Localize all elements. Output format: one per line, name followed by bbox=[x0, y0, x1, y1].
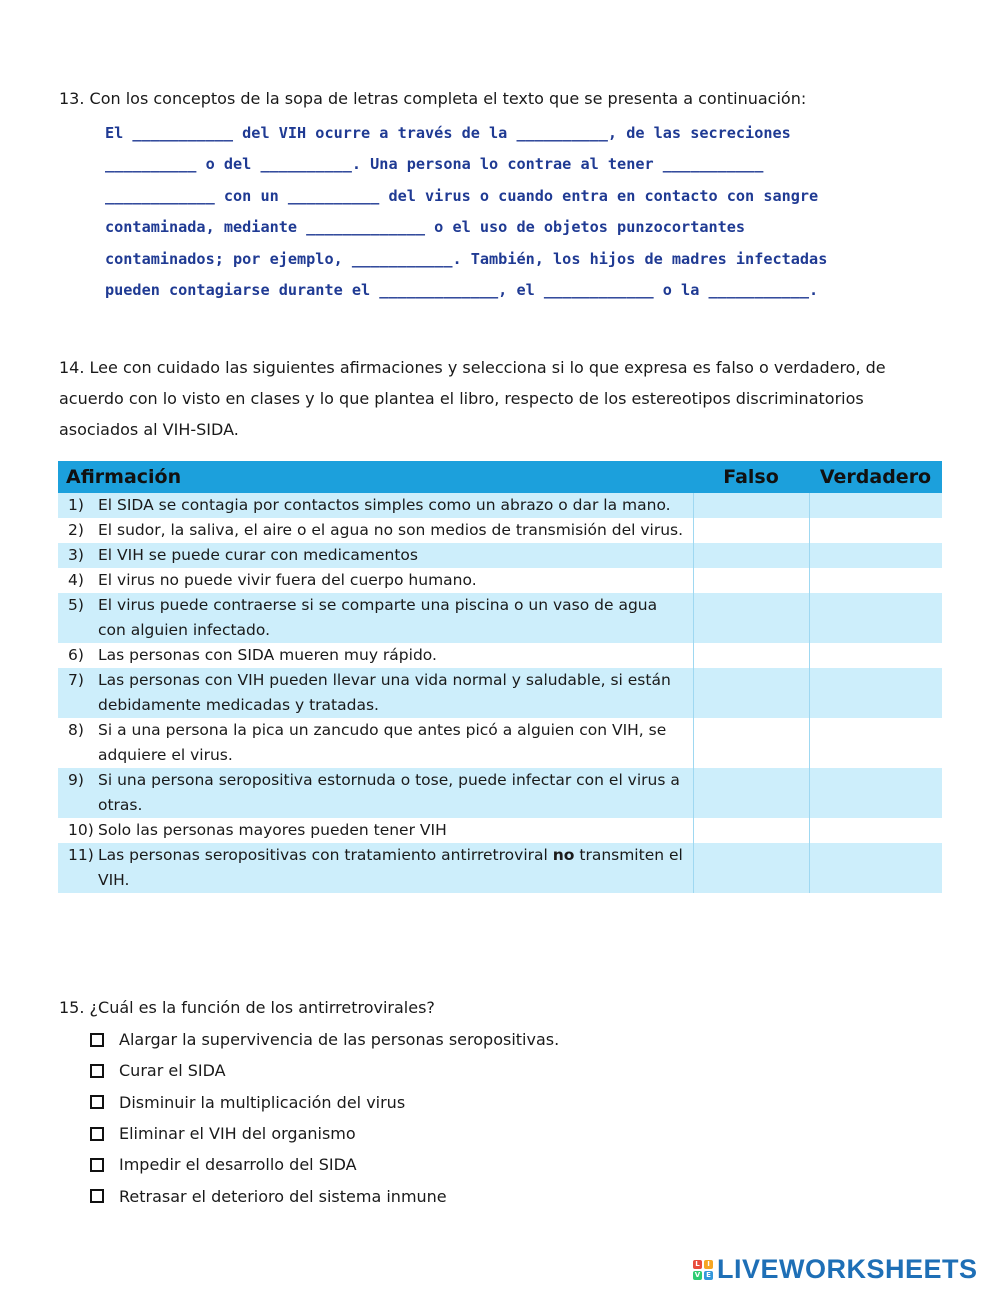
table-row bbox=[58, 493, 942, 518]
option-item[interactable] bbox=[90, 1024, 559, 1055]
row-statement: El sudor, la saliva, el aire o el agua no son medios de transmisión del virus. bbox=[98, 521, 684, 539]
false-cell[interactable] bbox=[693, 843, 809, 893]
header-false: Falso bbox=[693, 461, 809, 493]
false-cell[interactable] bbox=[693, 668, 809, 718]
option-item[interactable] bbox=[90, 1180, 559, 1211]
cloze-line[interactable]: contaminada, mediante _____________ o el uso de objetos punzocortantes bbox=[105, 218, 746, 237]
false-cell[interactable] bbox=[693, 593, 809, 643]
checkbox-icon[interactable] bbox=[90, 1095, 104, 1109]
logo-letter: L bbox=[693, 1260, 702, 1269]
true-cell[interactable] bbox=[809, 643, 942, 668]
checkbox-icon[interactable] bbox=[90, 1158, 104, 1172]
header-statement: Afirmación bbox=[58, 461, 693, 493]
row-statement: El VIH se puede curar con medicamentos bbox=[98, 546, 418, 564]
false-cell[interactable] bbox=[693, 768, 809, 818]
row-statement-bold: no bbox=[552, 846, 575, 864]
true-cell[interactable] bbox=[809, 543, 942, 568]
table-header-row bbox=[58, 461, 942, 493]
row-statement: Si una persona seropositiva estornuda o tose, puede infectar con el virus a otras. bbox=[98, 771, 680, 814]
checkbox-icon[interactable] bbox=[90, 1033, 104, 1047]
false-cell[interactable] bbox=[693, 568, 809, 593]
false-cell[interactable] bbox=[693, 643, 809, 668]
cloze-line[interactable]: ____________ con un __________ del virus o cuando entra en contacto con sangre bbox=[105, 186, 819, 205]
option-label: Impedir el desarrollo del SIDA bbox=[119, 1155, 357, 1175]
option-label: Curar el SIDA bbox=[119, 1061, 226, 1081]
question-15-title: 15. ¿Cuál es la función de los antirretrovirales? bbox=[59, 998, 435, 1017]
cloze-line[interactable]: __________ o del __________. Una persona lo contrae al tener ___________ bbox=[105, 155, 764, 174]
cloze-text bbox=[105, 118, 935, 306]
false-cell[interactable] bbox=[693, 543, 809, 568]
row-number: 6) bbox=[68, 646, 84, 664]
row-statement bbox=[98, 843, 685, 893]
table-row bbox=[58, 593, 942, 643]
true-cell[interactable] bbox=[809, 568, 942, 593]
logo-letter: V bbox=[694, 1270, 701, 1279]
row-number: 4) bbox=[68, 571, 84, 589]
question-14-title: 14. Lee con cuidado las siguientes afirmaciones y selecciona si lo que expresa es falso o verdadero, de acuerdo con lo visto en clases y lo que plantea el libro, respecto de los estereotipos discriminatorios asociados al VIH-SIDA. bbox=[59, 358, 886, 439]
row-statement: Si a una persona la pica un zancudo que antes picó a alguien con VIH, se adquiere el virus. bbox=[98, 721, 667, 764]
cloze-line[interactable]: El ___________ del VIH ocurre a través de la __________, de las secreciones bbox=[105, 124, 791, 142]
option-label: Retrasar el deterioro del sistema inmune bbox=[119, 1186, 447, 1206]
row-number: 3) bbox=[68, 546, 84, 564]
false-cell[interactable] bbox=[693, 493, 809, 518]
liveworksheets-logo bbox=[693, 1254, 978, 1285]
row-statement-part: transmiten el VIH. bbox=[98, 846, 683, 889]
option-item[interactable] bbox=[90, 1087, 559, 1118]
header-true: Verdadero bbox=[809, 461, 942, 493]
false-cell[interactable] bbox=[693, 518, 809, 543]
table-row bbox=[58, 718, 942, 768]
true-cell[interactable] bbox=[809, 493, 942, 518]
row-number: 7) bbox=[68, 671, 84, 689]
table-row bbox=[58, 818, 942, 843]
logo-text: LIVEWORKSHEETS bbox=[717, 1254, 978, 1284]
row-number: 5) bbox=[68, 596, 84, 614]
logo-mark-icon bbox=[693, 1260, 713, 1280]
cloze-line[interactable]: pueden contagiarse durante el _____________, el ____________ o la ___________. bbox=[105, 281, 819, 300]
true-cell[interactable] bbox=[809, 818, 942, 843]
option-label: Eliminar el VIH del organismo bbox=[119, 1124, 356, 1144]
logo-letter: E bbox=[704, 1271, 713, 1280]
true-cell[interactable] bbox=[809, 843, 942, 893]
option-item[interactable] bbox=[90, 1118, 559, 1149]
true-cell[interactable] bbox=[809, 668, 942, 718]
table-row bbox=[58, 843, 942, 893]
checkbox-icon[interactable] bbox=[90, 1127, 104, 1141]
table-row bbox=[58, 568, 942, 593]
row-number: 2) bbox=[68, 521, 84, 539]
option-label: Alargar la supervivencia de las personas seropositivas. bbox=[119, 1030, 560, 1050]
row-number: 9) bbox=[68, 771, 84, 789]
row-statement: El virus puede contraerse si se comparte una piscina o un vaso de agua con alguien infectado. bbox=[98, 596, 658, 639]
row-statement: El SIDA se contagia por contactos simples como un abrazo o dar la mano. bbox=[98, 496, 671, 514]
row-statement: Las personas con VIH pueden llevar una vida normal y saludable, si están debidamente medicadas y tratadas. bbox=[98, 671, 671, 714]
row-statement-part: Las personas seropositivas con tratamiento antirretroviral bbox=[98, 846, 553, 864]
checkbox-icon[interactable] bbox=[90, 1064, 104, 1078]
row-number: 8) bbox=[68, 721, 84, 739]
row-number: 11) bbox=[68, 846, 94, 864]
statements-table bbox=[58, 461, 942, 893]
option-item[interactable] bbox=[90, 1149, 559, 1180]
table-row bbox=[58, 668, 942, 718]
false-cell[interactable] bbox=[693, 718, 809, 768]
false-cell[interactable] bbox=[693, 818, 809, 843]
question-13-title: 13. Con los conceptos de la sopa de letras completa el texto que se presenta a continuación: bbox=[59, 89, 807, 108]
row-statement: El virus no puede vivir fuera del cuerpo humano. bbox=[98, 571, 477, 589]
true-cell[interactable] bbox=[809, 768, 942, 818]
true-cell[interactable] bbox=[809, 593, 942, 643]
table-row bbox=[58, 768, 942, 818]
row-number: 1) bbox=[68, 496, 84, 514]
row-statement: Solo las personas mayores pueden tener VIH bbox=[98, 821, 447, 839]
table-row bbox=[58, 643, 942, 668]
table-row bbox=[58, 518, 942, 543]
options-list bbox=[90, 1024, 559, 1212]
true-cell[interactable] bbox=[809, 718, 942, 768]
table-row bbox=[58, 543, 942, 568]
checkbox-icon[interactable] bbox=[90, 1189, 104, 1203]
true-cell[interactable] bbox=[809, 518, 942, 543]
row-number: 10) bbox=[68, 821, 94, 839]
option-label: Disminuir la multiplicación del virus bbox=[119, 1092, 406, 1112]
row-statement: Las personas con SIDA mueren muy rápido. bbox=[98, 646, 437, 664]
logo-letter: I bbox=[704, 1260, 713, 1269]
cloze-line[interactable]: contaminados; por ejemplo, ___________. También, los hijos de madres infectadas bbox=[105, 249, 828, 268]
option-item[interactable] bbox=[90, 1055, 559, 1086]
